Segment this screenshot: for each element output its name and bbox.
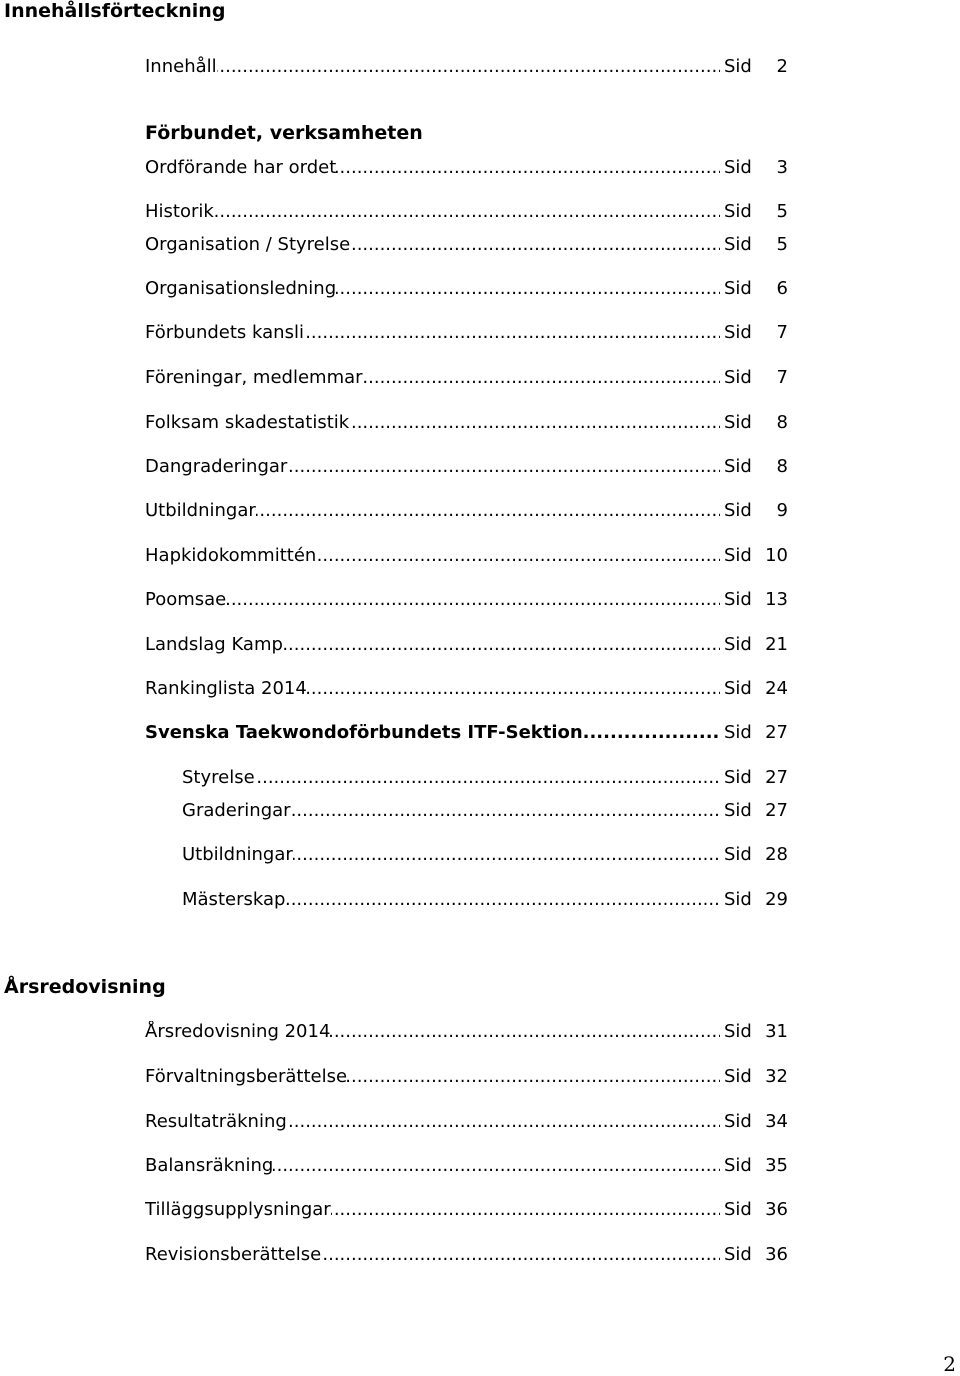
toc-entry-title-text: Graderingar bbox=[182, 800, 291, 821]
toc-entry-sid: Sid bbox=[724, 500, 752, 521]
toc-entry-page: 29 bbox=[765, 889, 788, 910]
toc-entry-title-text: Årsredovisning 2014 bbox=[145, 1021, 331, 1042]
toc-entry-title bbox=[145, 1066, 720, 1087]
toc-entry-page: 6 bbox=[776, 278, 788, 299]
toc-entry-title bbox=[145, 1199, 720, 1220]
toc-entry-title bbox=[145, 56, 720, 77]
toc-entry-title bbox=[145, 456, 720, 477]
toc-entry[interactable] bbox=[145, 678, 788, 702]
toc-entry[interactable] bbox=[145, 201, 788, 225]
toc-entry[interactable] bbox=[145, 500, 788, 524]
toc-entry-page: 8 bbox=[776, 456, 788, 477]
toc-entry-title bbox=[145, 234, 720, 255]
toc-entry-page: 7 bbox=[776, 322, 788, 343]
toc-entry[interactable] bbox=[145, 1199, 788, 1223]
toc-entry-title bbox=[145, 1155, 720, 1176]
page-number: 2 bbox=[943, 1352, 956, 1376]
toc-entry-title bbox=[145, 157, 720, 178]
toc-entry-sid: Sid bbox=[724, 800, 752, 821]
toc-entry[interactable] bbox=[145, 589, 788, 613]
toc-entry-page: 3 bbox=[776, 157, 788, 178]
toc-entry-title-text: Utbildningar bbox=[182, 844, 293, 865]
toc-entry-title-text: Resultaträkning bbox=[145, 1111, 287, 1132]
toc-entry-sid: Sid bbox=[724, 456, 752, 477]
toc-entry-title bbox=[145, 278, 720, 299]
page-title: Innehållsförteckning bbox=[4, 0, 226, 22]
toc-entry-page: 27 bbox=[765, 800, 788, 821]
toc-entry-title bbox=[145, 322, 720, 343]
toc-entry-title bbox=[182, 844, 720, 865]
toc-entry-title-text: Organisationsledning bbox=[145, 278, 337, 299]
toc-entry-page: 31 bbox=[765, 1021, 788, 1042]
toc-entry-title-text: Organisation / Styrelse bbox=[145, 234, 351, 255]
toc-entry-title bbox=[182, 767, 720, 788]
toc-entry-title bbox=[145, 589, 720, 610]
toc-entry[interactable] bbox=[145, 367, 788, 391]
toc-entry[interactable] bbox=[145, 412, 788, 436]
toc-entry-sid: Sid bbox=[724, 767, 752, 788]
toc-entry-title-text: Poomsae bbox=[145, 589, 227, 610]
toc-entry-title-text: Mästerskap bbox=[182, 889, 286, 910]
toc-entry-page: 36 bbox=[765, 1199, 788, 1220]
toc-entry-sid: Sid bbox=[724, 889, 752, 910]
toc-entry-title-text: Utbildningar bbox=[145, 500, 256, 521]
toc-entry[interactable] bbox=[145, 1066, 788, 1090]
toc-entry-title-text: Innehåll bbox=[145, 56, 217, 77]
toc-entry-page: 28 bbox=[765, 844, 788, 865]
toc-entry-sid: Sid bbox=[724, 278, 752, 299]
toc-entry-page: 34 bbox=[765, 1111, 788, 1132]
toc-entry-title bbox=[182, 889, 720, 910]
toc-entry[interactable] bbox=[182, 767, 788, 791]
toc-entry-title bbox=[145, 500, 720, 521]
toc-entry-page: 21 bbox=[765, 634, 788, 655]
toc-entry-title-text: Svenska Taekwondoförbundets ITF-Sektion bbox=[145, 722, 583, 743]
toc-entry-page: 35 bbox=[765, 1155, 788, 1176]
toc-entry[interactable] bbox=[182, 889, 788, 913]
toc-entry[interactable] bbox=[145, 234, 788, 258]
toc-entry-sid: Sid bbox=[724, 722, 752, 743]
toc-entry-title-text: Folksam skadestatistik bbox=[145, 412, 350, 433]
toc-entry[interactable] bbox=[145, 322, 788, 346]
toc-entry[interactable] bbox=[145, 1111, 788, 1135]
toc-entry[interactable] bbox=[145, 545, 788, 569]
toc-entry-title-text: Förbundets kansli bbox=[145, 322, 304, 343]
toc-entry-page: 5 bbox=[776, 234, 788, 255]
toc-entry-sid: Sid bbox=[724, 1199, 752, 1220]
toc-entry-page: 27 bbox=[765, 767, 788, 788]
toc-entry-sid: Sid bbox=[724, 412, 752, 433]
toc-entry-page: 7 bbox=[776, 367, 788, 388]
toc-entry-sid: Sid bbox=[724, 157, 752, 178]
toc-entry-title bbox=[145, 1111, 720, 1132]
toc-entry-title-text: Rankinglista 2014 bbox=[145, 678, 307, 699]
section-heading-arsredovisning: Årsredovisning bbox=[4, 976, 166, 998]
toc-entry-title-text: Hapkidokommittén bbox=[145, 545, 317, 566]
toc-entry-title-text: Förvaltningsberättelse bbox=[145, 1066, 348, 1087]
toc-entry[interactable] bbox=[145, 278, 788, 302]
toc-entry-sid: Sid bbox=[724, 234, 752, 255]
toc-entry[interactable] bbox=[145, 1244, 788, 1268]
toc-entry-sid: Sid bbox=[724, 1066, 752, 1087]
section-heading-forbundet: Förbundet, verksamheten bbox=[145, 122, 423, 144]
toc-entry-sid: Sid bbox=[724, 367, 752, 388]
toc-entry-sid: Sid bbox=[724, 1111, 752, 1132]
toc-entry-title bbox=[145, 678, 720, 699]
toc-entry-title bbox=[145, 412, 720, 433]
toc-entry-page: 2 bbox=[776, 56, 788, 77]
toc-entry[interactable] bbox=[145, 722, 788, 746]
toc-entry-sid: Sid bbox=[724, 201, 752, 222]
toc-entry-page: 10 bbox=[765, 545, 788, 566]
toc-entry-page: 13 bbox=[765, 589, 788, 610]
toc-entry[interactable] bbox=[182, 800, 788, 824]
toc-entry-title bbox=[145, 1021, 720, 1042]
toc-entry-sid: Sid bbox=[724, 678, 752, 699]
toc-entry-sid: Sid bbox=[724, 589, 752, 610]
toc-entry-title bbox=[145, 201, 720, 222]
toc-entry-title bbox=[182, 800, 720, 821]
toc-entry-title-text: Föreningar, medlemmar bbox=[145, 367, 363, 388]
toc-entry-title-text: Revisionsberättelse bbox=[145, 1244, 322, 1265]
toc-entry[interactable] bbox=[145, 456, 788, 480]
toc-entry-title-text: Styrelse bbox=[182, 767, 255, 788]
toc-entry-sid: Sid bbox=[724, 545, 752, 566]
toc-entry[interactable] bbox=[145, 157, 788, 181]
toc-entry[interactable] bbox=[145, 1021, 788, 1045]
toc-entry-title bbox=[145, 545, 720, 566]
toc-entry-title-text: Historik bbox=[145, 201, 214, 222]
toc-entry-title bbox=[145, 1244, 720, 1265]
toc-entry-title-text: Landslag Kamp bbox=[145, 634, 283, 655]
toc-entry-page: 27 bbox=[765, 722, 788, 743]
toc-entry-title-text: Ordförande har ordet bbox=[145, 157, 337, 178]
toc-entry-sid: Sid bbox=[724, 322, 752, 343]
toc-entry[interactable] bbox=[145, 634, 788, 658]
toc-entry-page: 5 bbox=[776, 201, 788, 222]
toc-entry-sid: Sid bbox=[724, 1021, 752, 1042]
toc-entry-sid: Sid bbox=[724, 1155, 752, 1176]
toc-entry[interactable] bbox=[145, 1155, 788, 1179]
toc-entry[interactable] bbox=[145, 56, 788, 80]
toc-entry-title bbox=[145, 367, 720, 388]
toc-entry-title-text: Tilläggsupplysningar bbox=[145, 1199, 331, 1220]
toc-entry-page: 32 bbox=[765, 1066, 788, 1087]
toc-entry-page: 24 bbox=[765, 678, 788, 699]
toc-entry-title bbox=[145, 634, 720, 655]
toc-entry-page: 36 bbox=[765, 1244, 788, 1265]
toc-entry-page: 9 bbox=[776, 500, 788, 521]
toc-entry-title bbox=[145, 722, 720, 743]
toc-entry-sid: Sid bbox=[724, 56, 752, 77]
toc-entry-page: 8 bbox=[776, 412, 788, 433]
toc-entry-sid: Sid bbox=[724, 1244, 752, 1265]
toc-entry-title-text: Balansräkning bbox=[145, 1155, 274, 1176]
toc-entry-sid: Sid bbox=[724, 844, 752, 865]
toc-entry-sid: Sid bbox=[724, 634, 752, 655]
toc-entry-title-text: Dangraderingar bbox=[145, 456, 288, 477]
toc-entry[interactable] bbox=[182, 844, 788, 868]
